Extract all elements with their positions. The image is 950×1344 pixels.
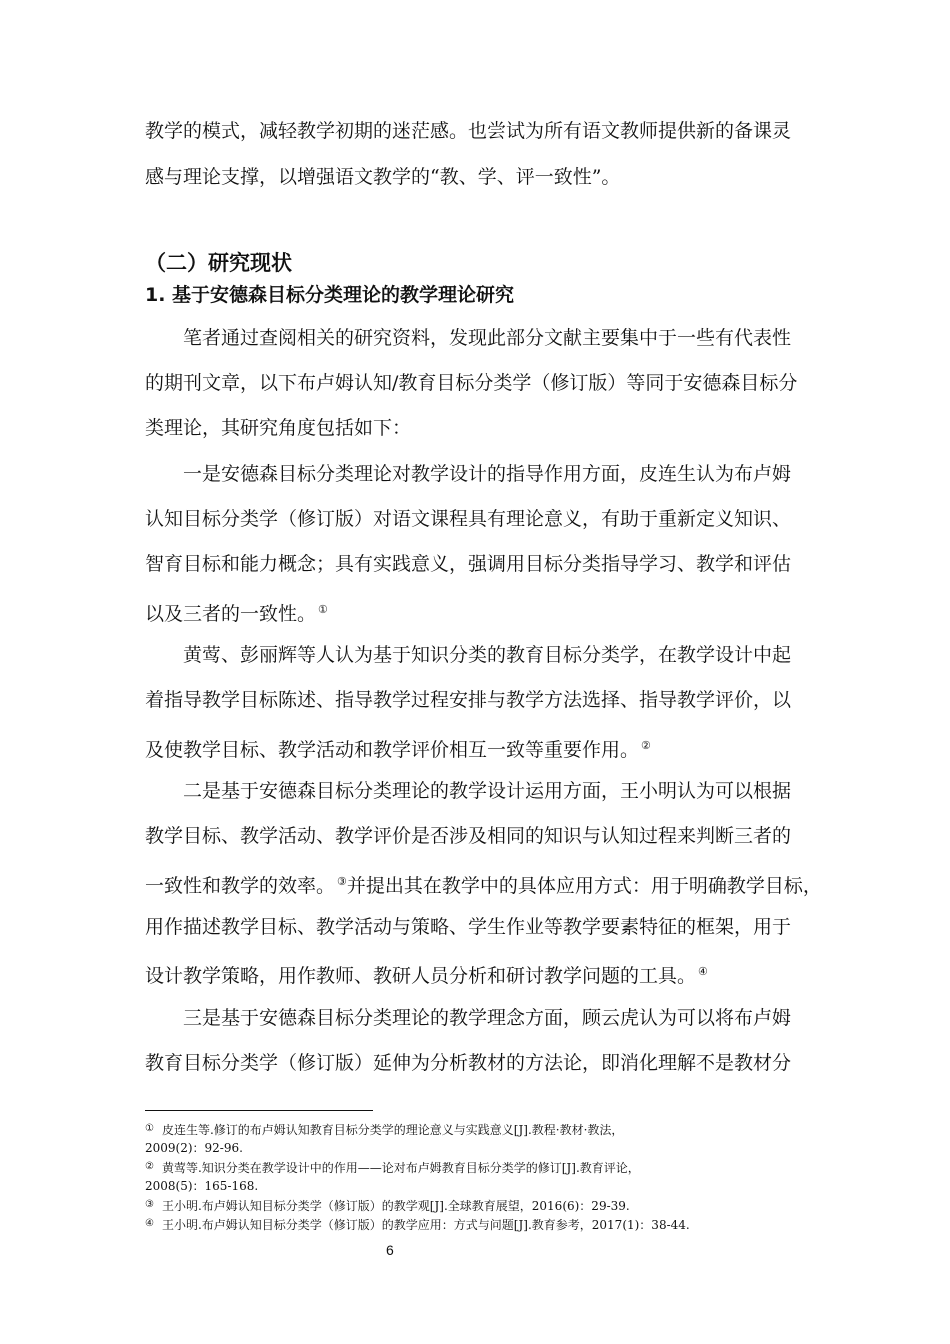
line-text: 以及三者的一致性。 xyxy=(145,603,317,625)
footnote xyxy=(145,1121,623,1138)
body-text-line xyxy=(145,734,651,762)
body-text-line: 的期刊文章，以下布卢姆认知/教育目标分类学（修订版）等同于安德森目标分 xyxy=(145,372,798,394)
subsection-heading: 1. 基于安德森目标分类理论的教学理论研究 xyxy=(145,284,515,306)
footnote-mark: ① xyxy=(145,1123,154,1134)
body-text-line: 智育目标和能力概念；具有实践意义，强调用目标分类指导学习、教学和评估 xyxy=(145,553,792,575)
footnote-ref: ③ xyxy=(337,875,347,888)
footnote-text: 皮连生等.修订的布卢姆认知教育目标分类学的理论意义与实践意义[J].教程·教材·教法， xyxy=(161,1123,624,1137)
footnote-separator xyxy=(145,1110,373,1111)
body-text-line: 类理论，其研究角度包括如下： xyxy=(145,417,412,439)
body-text-line: 教育目标分类学（修订版）延伸为分析教材的方法论，即消化理解不是教材分 xyxy=(145,1052,792,1074)
body-text-line xyxy=(145,960,708,988)
line-text: 设计教学策略，用作教师、教研人员分析和研讨教学问题的工具。 xyxy=(145,965,697,987)
body-text-line: 一是安德森目标分类理论对教学设计的指导作用方面，皮连生认为布卢姆 xyxy=(183,463,792,485)
footnote-continuation: 2008(5)：165-168. xyxy=(145,1179,259,1193)
section-heading: （二）研究现状 xyxy=(145,251,292,275)
body-text-line: 笔者通过查阅相关的研究资料，发现此部分文献主要集中于一些有代表性 xyxy=(183,327,792,349)
body-text-line: 感与理论支撑，以增强语文教学的“教、学、评一致性”。 xyxy=(145,166,621,188)
footnote-ref: ② xyxy=(641,739,651,752)
body-text-line: 用作描述教学目标、教学活动与策略、学生作业等教学要素特征的框架，用于 xyxy=(145,916,792,938)
footnote-ref: ① xyxy=(318,603,328,616)
line-text: 及使教学目标、教学活动和教学评价相互一致等重要作用。 xyxy=(145,739,640,761)
body-text-line: 三是基于安德森目标分类理论的教学理念方面，顾云虎认为可以将布卢姆 xyxy=(183,1007,792,1029)
footnote-text: 黄莺等.知识分类在教学设计中的作用——论对布卢姆教育目标分类学的修订[J].教育评论， xyxy=(161,1161,640,1175)
footnote-text: 王小明.布卢姆认知目标分类学（修订版）的教学应用：方式与问题[J].教育参考，2017(1)：38-44. xyxy=(161,1218,690,1232)
footnote xyxy=(145,1216,690,1233)
footnote xyxy=(145,1197,630,1214)
body-text-line: 认知目标分类学（修订版）对语文课程具有理论意义，有助于重新定义知识、 xyxy=(145,508,792,530)
body-text-line: 黄莺、彭丽辉等人认为基于知识分类的教育目标分类学，在教学设计中起 xyxy=(183,644,792,666)
line-text: 并提出其在教学中的具体应用方式：用于明确教学目标， xyxy=(346,875,822,897)
page-number: 6 xyxy=(386,1242,394,1258)
body-text-line xyxy=(145,598,328,626)
footnote-ref: ④ xyxy=(698,965,708,978)
footnote-mark: ③ xyxy=(145,1199,154,1210)
body-text-line: 教学的模式，减轻教学初期的迷茫感。也尝试为所有语文教师提供新的备课灵 xyxy=(145,120,792,142)
body-text-line: 教学目标、教学活动、教学评价是否涉及相同的知识与认知过程来判断三者的 xyxy=(145,825,792,847)
footnote-continuation: 2009(2)：92-96. xyxy=(145,1141,243,1155)
footnote-text: 王小明.布卢姆认知目标分类学（修订版）的教学观[J].全球教育展望，2016(6)：29-39. xyxy=(161,1199,630,1213)
body-text-line xyxy=(145,870,822,898)
body-text-line: 二是基于安德森目标分类理论的教学设计运用方面，王小明认为可以根据 xyxy=(183,780,792,802)
footnote-mark: ④ xyxy=(145,1218,154,1229)
body-text-line: 着指导教学目标陈述、指导教学过程安排与教学方法选择、指导教学评价，以 xyxy=(145,689,792,711)
footnote xyxy=(145,1159,640,1176)
line-text: 一致性和教学的效率。 xyxy=(145,875,336,897)
footnote-mark: ② xyxy=(145,1161,154,1172)
